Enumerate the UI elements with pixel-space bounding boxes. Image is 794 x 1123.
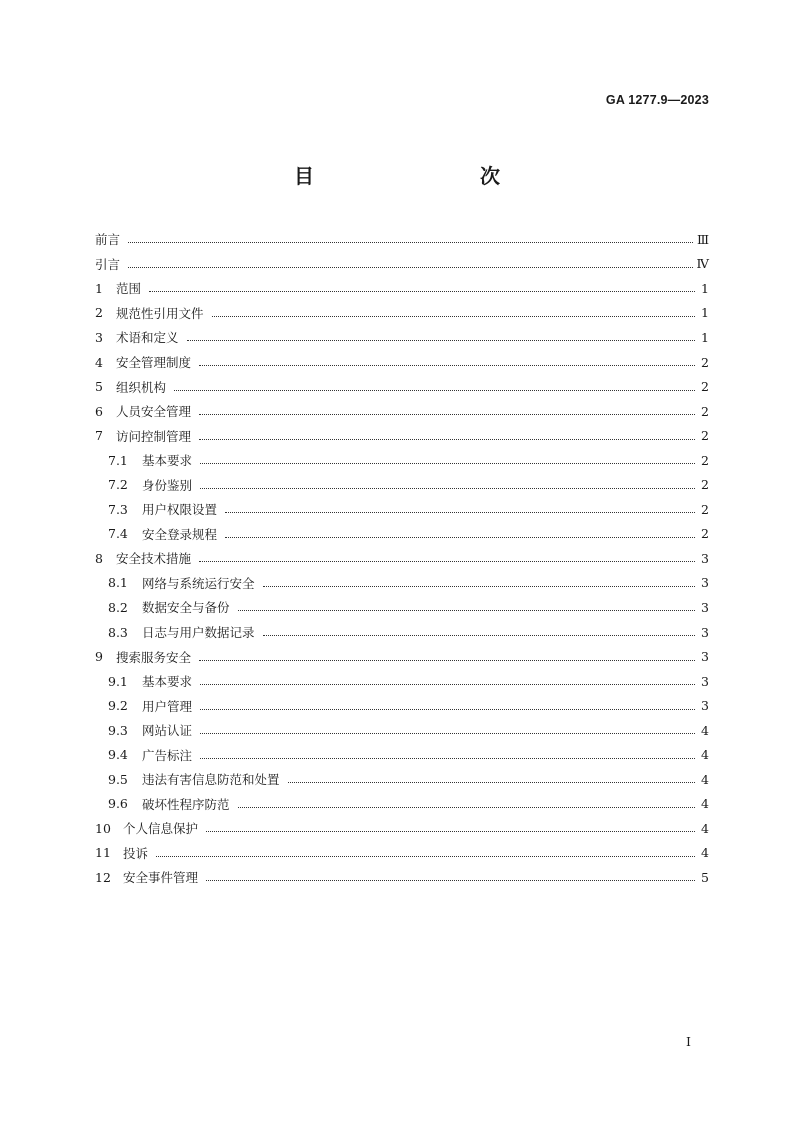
toc-entry[interactable] (95, 546, 709, 571)
toc-entry-title: 网络与系统运行安全 (142, 575, 255, 591)
toc-entry[interactable] (95, 252, 709, 277)
toc-entry-page: 4 (701, 771, 709, 787)
dot-leader (128, 266, 692, 268)
toc-entry-page: 2 (701, 452, 709, 468)
toc-entry-title: 数据安全与备份 (142, 600, 230, 616)
toc-entry-page: 1 (701, 280, 709, 296)
toc-entry-page: 3 (701, 624, 709, 640)
dot-leader (149, 290, 695, 292)
toc-entry-title: 安全管理制度 (116, 355, 192, 370)
toc-entry-title: 广告标注 (142, 747, 193, 763)
dot-leader (263, 634, 695, 636)
toc-entry-title: 违法有害信息防范和处置 (142, 772, 280, 788)
toc-entry-page: 2 (701, 501, 709, 517)
toc-entry[interactable] (95, 693, 709, 718)
dot-leader (199, 438, 695, 440)
toc-entry-page: 2 (701, 428, 709, 444)
toc-entry-page: 4 (701, 747, 709, 763)
page-number: I (686, 1034, 691, 1049)
toc-entry-page: 2 (701, 403, 709, 419)
toc-entry-number: 9.2 (108, 698, 128, 714)
toc-entry-page: Ⅳ (696, 256, 709, 272)
toc-entry-title: 个人信息保护 (123, 821, 199, 837)
toc-entry[interactable] (95, 374, 709, 399)
toc-entry-title: 搜索服务安全 (116, 649, 192, 665)
toc-entry-number: 8.2 (108, 599, 128, 615)
toc-entry[interactable] (95, 423, 709, 448)
toc-entry-title: 人员安全管理 (116, 404, 192, 420)
dot-leader (200, 757, 695, 759)
toc-entry[interactable] (95, 718, 709, 743)
toc-entry[interactable] (95, 620, 709, 645)
dot-leader (200, 708, 695, 710)
toc-entry-title: 网站认证 (142, 723, 193, 739)
toc-entry-page: 3 (701, 698, 709, 714)
toc-entry[interactable] (95, 767, 709, 792)
toc-entry-title: 规范性引用文件 (116, 305, 204, 321)
dot-leader (199, 659, 695, 661)
dot-leader (238, 609, 695, 611)
toc-entry-number: 2 (95, 305, 103, 321)
dot-leader (200, 462, 695, 464)
toc-entry-number: 7.3 (108, 501, 128, 517)
dot-leader (200, 683, 695, 685)
toc-entry-number: 9.5 (108, 771, 128, 787)
table-of-contents (95, 227, 709, 890)
toc-entry-number: 3 (95, 329, 103, 345)
toc-entry[interactable] (95, 472, 709, 497)
toc-entry-page: Ⅲ (696, 231, 709, 247)
toc-entry-title: 前言 (95, 232, 121, 248)
dot-leader (206, 830, 695, 832)
toc-entry[interactable] (95, 742, 709, 767)
toc-entry[interactable] (95, 841, 709, 866)
toc-entry-number: 9.4 (108, 747, 128, 763)
toc-entry-title: 身份鉴别 (142, 477, 193, 493)
toc-entry[interactable] (95, 571, 709, 596)
toc-entry-page: 3 (701, 575, 709, 591)
toc-entry-title: 组织机构 (116, 379, 167, 395)
toc-entry[interactable] (95, 448, 709, 473)
dot-leader (206, 879, 695, 881)
toc-entry-title: 范围 (116, 281, 142, 297)
toc-entry-title: 访问控制管理 (116, 428, 192, 444)
toc-entry-page: 2 (701, 354, 709, 370)
toc-entry-page: 2 (701, 477, 709, 493)
dot-leader (128, 241, 693, 243)
toc-entry[interactable] (95, 816, 709, 841)
dot-leader (263, 585, 695, 587)
dot-leader (200, 487, 695, 489)
toc-entry-number: 5 (95, 379, 103, 395)
toc-entry-title: 投诉 (123, 845, 149, 861)
toc-entry-title: 用户管理 (142, 698, 193, 714)
toc-entry[interactable] (95, 350, 709, 375)
dot-leader (238, 806, 695, 808)
toc-entry-page: 1 (701, 305, 709, 321)
toc-entry-page: 3 (701, 673, 709, 689)
toc-entry[interactable] (95, 399, 709, 424)
toc-entry-page: 4 (701, 796, 709, 812)
toc-entry[interactable] (95, 325, 709, 350)
toc-entry-page: 3 (701, 550, 709, 566)
dot-leader (174, 389, 695, 391)
toc-entry-title: 安全事件管理 (123, 870, 199, 886)
toc-entry-page: 3 (701, 649, 709, 665)
toc-entry-number: 12 (95, 869, 111, 885)
toc-entry-title: 破坏性程序防范 (142, 796, 230, 812)
toc-entry-number: 7.4 (108, 526, 128, 542)
toc-entry-number: 8.1 (108, 575, 128, 591)
toc-entry[interactable] (95, 301, 709, 326)
toc-entry-title: 基本要求 (142, 453, 193, 469)
dot-leader (288, 781, 695, 783)
toc-entry-number: 7.2 (108, 477, 128, 493)
dot-leader (187, 339, 695, 341)
toc-entry-page: 4 (701, 845, 709, 861)
toc-entry-number: 9.6 (108, 796, 128, 812)
toc-entry-page: 4 (701, 722, 709, 738)
dot-leader (212, 315, 695, 317)
toc-entry-page: 5 (701, 869, 709, 885)
toc-entry-page: 1 (701, 329, 709, 345)
dot-leader (199, 560, 695, 562)
toc-entry-title: 基本要求 (142, 674, 193, 690)
toc-entry-page: 3 (701, 599, 709, 615)
toc-entry-title: 术语和定义 (116, 330, 179, 346)
toc-entry[interactable] (95, 276, 709, 301)
toc-title: 目 次 (294, 164, 542, 188)
standard-code: GA 1277.9—2023 (605, 93, 709, 107)
toc-entry-number: 7 (95, 428, 103, 444)
dot-leader (199, 364, 695, 366)
toc-entry-number: 7.1 (108, 452, 128, 468)
toc-entry-page: 2 (701, 379, 709, 395)
toc-entry-title: 安全登录规程 (142, 526, 218, 542)
toc-entry-number: 8.3 (108, 624, 128, 640)
toc-entry-number: 9 (95, 649, 103, 665)
toc-entry-number: 9.3 (108, 722, 128, 738)
toc-entry[interactable] (95, 669, 709, 694)
toc-entry-number: 9.1 (108, 673, 128, 689)
toc-entry-number: 11 (95, 845, 111, 861)
dot-leader (199, 413, 695, 415)
toc-entry-title: 安全技术措施 (116, 551, 192, 567)
toc-entry-title: 日志与用户数据记录 (142, 625, 255, 641)
dot-leader (200, 732, 695, 734)
toc-entry[interactable] (95, 497, 709, 522)
toc-entry[interactable] (95, 792, 709, 817)
toc-entry-title: 用户权限设置 (142, 502, 218, 518)
toc-entry-number: 6 (95, 403, 103, 419)
toc-entry-number: 10 (95, 820, 111, 836)
toc-entry-number: 1 (95, 280, 103, 296)
dot-leader (156, 855, 695, 857)
toc-entry-page: 4 (701, 820, 709, 836)
toc-entry-page: 2 (701, 526, 709, 542)
toc-entry[interactable] (95, 644, 709, 669)
toc-entry-number: 4 (95, 354, 103, 370)
dot-leader (225, 536, 695, 538)
dot-leader (225, 511, 695, 513)
toc-entry[interactable] (95, 865, 709, 890)
toc-entry-title: 引言 (95, 256, 121, 272)
toc-entry[interactable] (95, 227, 709, 252)
toc-entry[interactable] (95, 595, 709, 620)
toc-entry[interactable] (95, 522, 709, 547)
toc-entry-number: 8 (95, 550, 103, 566)
